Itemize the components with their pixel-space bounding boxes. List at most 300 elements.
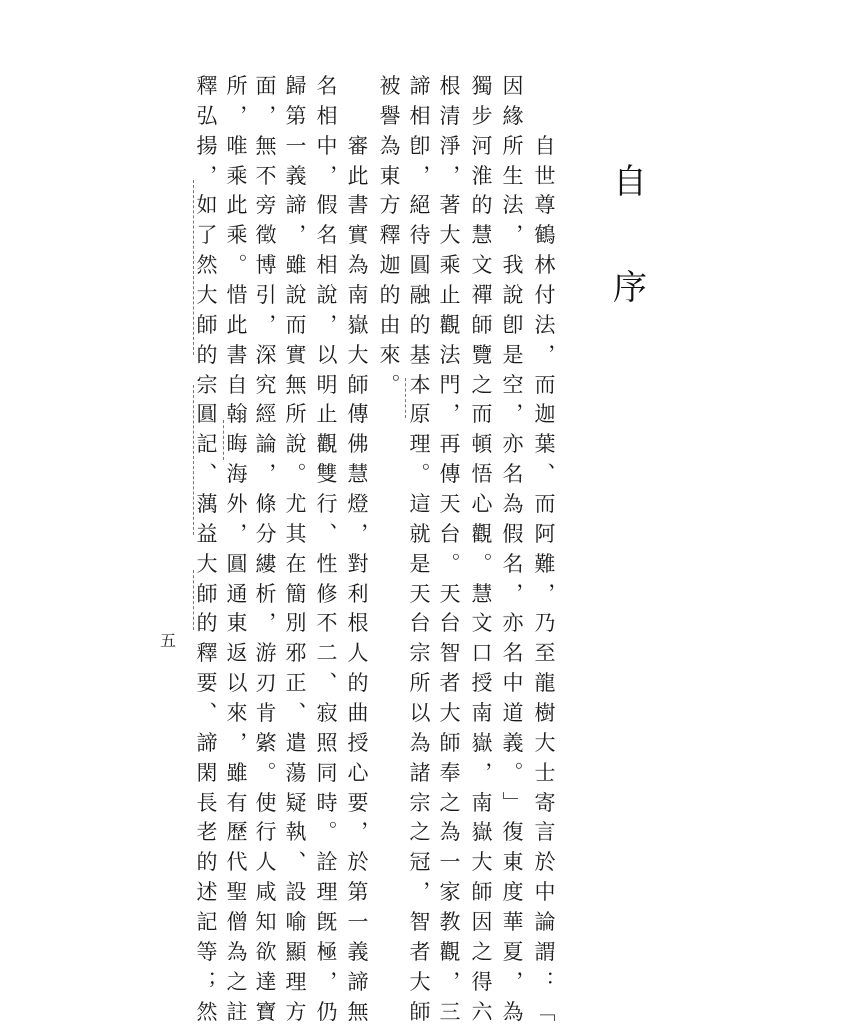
text-char: 東 (379, 163, 401, 188)
text-char: 記 (196, 432, 218, 457)
text-char: 止 (316, 402, 338, 427)
text-char: 方 (285, 999, 307, 1024)
text-char: 方 (379, 193, 401, 218)
text-char: 阿 (534, 521, 556, 546)
text-char: 要 (196, 671, 218, 696)
text-char: 在 (285, 551, 307, 576)
text-char: 乘 (226, 223, 248, 248)
text-char: 亦 (502, 611, 524, 636)
text-char: 仍 (316, 999, 338, 1024)
text-char: 中 (502, 671, 524, 696)
text-char: 授 (347, 730, 369, 755)
indent-space (343, 72, 373, 102)
text-char: 鶴 (534, 223, 556, 248)
text-char: 燈 (347, 492, 369, 517)
text-char: 理 (316, 880, 338, 905)
text-char: 縷 (255, 551, 277, 576)
text-char: 授 (471, 671, 493, 696)
title-char: 序 (613, 268, 647, 308)
text-char: 為 (409, 730, 431, 755)
text-char: 林 (534, 253, 556, 278)
text-char: 執 (285, 820, 307, 845)
text-char: 名 (502, 641, 524, 666)
text-char: 因 (502, 74, 524, 98)
text-char: 利 (347, 581, 369, 606)
text-char: 不 (255, 163, 277, 188)
text-char: 唯 (226, 133, 248, 158)
text-char: 迦 (534, 402, 556, 427)
text-char: 大 (196, 551, 218, 576)
text-char: 明 (316, 372, 338, 397)
text-char: 門 (439, 372, 461, 397)
text-char: ︐ (502, 581, 524, 606)
text-char: ︐ (255, 611, 277, 636)
text-char: 來 (226, 701, 248, 726)
text-char: 簡 (285, 581, 307, 606)
text-char: ︑ (316, 521, 338, 546)
text-char: 之 (471, 939, 493, 964)
text-char: 閑 (196, 760, 218, 785)
text-char: ︐ (316, 163, 338, 188)
text-char: 益 (196, 521, 218, 546)
text-char: 相 (409, 103, 431, 128)
text-column (375, 72, 405, 400)
text-char: 的 (471, 193, 493, 218)
proper-name-mark (193, 385, 194, 535)
text-char: 之 (439, 790, 461, 815)
text-char: 自 (226, 372, 248, 397)
text-char: 寂 (316, 701, 338, 726)
text-char: 智 (409, 910, 431, 935)
text-char: 別 (285, 611, 307, 636)
text-char: ︐ (226, 521, 248, 546)
text-char: 綮 (255, 730, 277, 755)
text-char: 是 (502, 342, 524, 367)
text-char: 旁 (255, 193, 277, 218)
text-char: 中 (316, 133, 338, 158)
indent-space (530, 102, 560, 132)
text-char: 晦 (226, 432, 248, 457)
text-char: 僧 (226, 910, 248, 935)
text-char: 口 (471, 641, 493, 666)
text-char: 大 (347, 342, 369, 367)
text-char: 乘 (226, 163, 248, 188)
text-column (498, 72, 528, 1028)
text-char: 人 (347, 641, 369, 666)
text-char: 究 (255, 372, 277, 397)
text-char: 引 (255, 283, 277, 308)
text-char: 詮 (316, 850, 338, 875)
text-char: 性 (316, 551, 338, 576)
text-char: 原 (409, 402, 431, 427)
text-char: ︐ (409, 880, 431, 905)
text-char: ︒ (409, 462, 431, 487)
text-char: 實 (285, 342, 307, 367)
text-char: 理 (285, 969, 307, 994)
text-char: 師 (439, 730, 461, 755)
text-char: 如 (196, 193, 218, 218)
text-char: 師 (471, 880, 493, 905)
text-char: 三 (439, 999, 461, 1024)
text-char: 此 (226, 193, 248, 218)
text-char: 淮 (471, 163, 493, 188)
text-char: 大 (471, 850, 493, 875)
text-char: 圓 (196, 402, 218, 427)
text-char: 分 (255, 521, 277, 546)
text-char: 者 (409, 939, 431, 964)
text-char: 為 (502, 492, 524, 517)
indent-space (530, 72, 560, 102)
text-char: 為 (226, 939, 248, 964)
text-char: 不 (316, 611, 338, 636)
text-char: ︒ (316, 820, 338, 845)
text-char: 揚 (196, 133, 218, 158)
text-char: ︐ (316, 969, 338, 994)
text-char: 華 (502, 910, 524, 935)
text-char: 旣 (316, 910, 338, 935)
text-char: 乘 (439, 253, 461, 278)
text-char: ︐ (255, 103, 277, 128)
text-char: 代 (226, 850, 248, 875)
text-char: 極 (316, 939, 338, 964)
text-char: 家 (439, 880, 461, 905)
text-char: 根 (347, 611, 369, 636)
text-char: 世 (534, 163, 556, 188)
text-char: 之 (471, 372, 493, 397)
text-char: 譽 (379, 103, 401, 128)
text-char: 天 (409, 581, 431, 606)
text-char: 而 (471, 402, 493, 427)
text-char: 刃 (255, 671, 277, 696)
text-char: 知 (255, 910, 277, 935)
text-char: 的 (196, 850, 218, 875)
text-char: 的 (409, 312, 431, 337)
text-char: 師 (196, 581, 218, 606)
text-char: 欲 (255, 939, 277, 964)
text-char: 翰 (226, 402, 248, 427)
text-char: ︑ (285, 850, 307, 875)
text-char: 於 (534, 850, 556, 875)
text-char: 河 (471, 133, 493, 158)
text-char: 士 (534, 760, 556, 785)
text-column (530, 72, 560, 1028)
text-char: 義 (347, 939, 369, 964)
text-char: 名 (316, 74, 338, 98)
text-char: 由 (379, 312, 401, 337)
text-char: 東 (226, 611, 248, 636)
text-char: 被 (379, 74, 401, 98)
text-char: 第 (347, 880, 369, 905)
text-char: ︑ (196, 462, 218, 487)
text-char: 著 (439, 193, 461, 218)
text-char: 嶽 (471, 730, 493, 755)
text-char: 而 (285, 312, 307, 337)
text-char: 為 (347, 253, 369, 278)
text-column (405, 72, 435, 1028)
text-char: 南 (347, 283, 369, 308)
text-char: 東 (502, 850, 524, 875)
text-char: 師 (471, 312, 493, 337)
text-column (435, 72, 465, 1028)
text-char: 寶 (255, 999, 277, 1024)
text-char: 此 (226, 312, 248, 337)
text-char: 尊 (534, 193, 556, 218)
text-char: 諦 (347, 969, 369, 994)
text-char: 說 (316, 283, 338, 308)
text-char: 惜 (226, 283, 248, 308)
text-char: 基 (409, 342, 431, 367)
text-char: 慧 (471, 223, 493, 248)
text-char: 同 (316, 760, 338, 785)
text-char: 觀 (316, 432, 338, 457)
text-char: 南 (471, 790, 493, 815)
text-char: 傳 (439, 462, 461, 487)
text-char: 所 (409, 671, 431, 696)
text-char: 付 (534, 283, 556, 308)
text-char: 於 (347, 850, 369, 875)
text-char: 假 (502, 521, 524, 546)
text-char: 待 (409, 223, 431, 248)
text-char: ︔ (196, 969, 218, 994)
text-char: 中 (534, 880, 556, 905)
text-char: 喻 (285, 910, 307, 935)
text-char: 相 (316, 103, 338, 128)
text-char: 雙 (316, 462, 338, 487)
text-char: 乃 (534, 611, 556, 636)
text-char: ︒ (439, 551, 461, 576)
text-char: 遣 (285, 730, 307, 755)
text-char: 以 (316, 342, 338, 367)
text-char: 所 (285, 402, 307, 427)
text-char: ︐ (439, 163, 461, 188)
text-char: ﹂ (502, 790, 524, 815)
text-char: 歷 (226, 820, 248, 845)
text-char: 樹 (534, 701, 556, 726)
text-char: 面 (255, 74, 277, 98)
text-char: 得 (471, 969, 493, 994)
text-char: ︐ (439, 402, 461, 427)
text-char: 冠 (409, 850, 431, 875)
text-char: ︑ (196, 701, 218, 726)
text-char: 雖 (285, 253, 307, 278)
text-char: 六 (471, 999, 493, 1024)
text-char: 無 (347, 999, 369, 1024)
text-char: 亦 (502, 432, 524, 457)
text-char: 義 (502, 730, 524, 755)
text-char: 這 (409, 492, 431, 517)
text-char: 大 (409, 969, 431, 994)
text-char: 宗 (409, 790, 431, 815)
text-char: 設 (285, 880, 307, 905)
text-char: 諦 (285, 193, 307, 218)
text-char: 大 (439, 701, 461, 726)
text-char: 書 (226, 342, 248, 367)
text-char: 對 (347, 551, 369, 576)
text-char: 等 (196, 939, 218, 964)
text-column (251, 72, 281, 1028)
text-char: 蕅 (196, 492, 218, 517)
text-char: 修 (316, 581, 338, 606)
text-char: ﹁ (534, 999, 556, 1024)
text-char: 文 (471, 611, 493, 636)
text-char: 清 (439, 103, 461, 128)
text-char: 難 (534, 551, 556, 576)
text-char: 弘 (196, 103, 218, 128)
text-char: 行 (255, 820, 277, 845)
text-char: 條 (255, 492, 277, 517)
text-char: ︐ (316, 312, 338, 337)
text-char: 寄 (534, 790, 556, 815)
text-char: 尤 (285, 492, 307, 517)
text-char: 邪 (285, 641, 307, 666)
text-char: 書 (347, 193, 369, 218)
text-char: 名 (502, 551, 524, 576)
text-char: 佛 (347, 432, 369, 457)
text-char: 獨 (471, 74, 493, 98)
text-char: 生 (502, 163, 524, 188)
text-char: 法 (439, 342, 461, 367)
text-char: 論 (255, 432, 277, 457)
text-char: 說 (285, 283, 307, 308)
text-char: ︐ (347, 521, 369, 546)
text-char: 老 (196, 820, 218, 845)
text-char: ︐ (226, 730, 248, 755)
text-char: ︐ (502, 969, 524, 994)
text-char: 我 (502, 253, 524, 278)
text-char: 法 (534, 312, 556, 337)
text-char: 覽 (471, 342, 493, 367)
text-char: 龍 (534, 671, 556, 696)
text-char: 博 (255, 253, 277, 278)
text-char: 慧 (471, 581, 493, 606)
text-char: 台 (439, 611, 461, 636)
text-char: 南 (471, 701, 493, 726)
page-number: 五 (160, 631, 177, 650)
text-char: 文 (471, 253, 493, 278)
text-char: 深 (255, 342, 277, 367)
text-char: 的 (347, 671, 369, 696)
text-char: 的 (379, 283, 401, 308)
text-char: 二 (316, 641, 338, 666)
text-char: 一 (439, 850, 461, 875)
text-char: 而 (534, 492, 556, 517)
text-char: 了 (196, 223, 218, 248)
text-char: 頓 (471, 432, 493, 457)
text-char: ︐ (502, 223, 524, 248)
text-char: 自 (534, 133, 556, 158)
text-char: 實 (347, 223, 369, 248)
text-char: 宗 (196, 372, 218, 397)
text-char: ︑ (285, 701, 307, 726)
text-char: 通 (226, 581, 248, 606)
text-char: ︐ (196, 163, 218, 188)
text-char: 本 (409, 372, 431, 397)
text-char: 絕 (409, 193, 431, 218)
text-char: 之 (226, 969, 248, 994)
text-char: 天 (439, 581, 461, 606)
text-char: 第 (285, 103, 307, 128)
text-char: 再 (439, 432, 461, 457)
text-char: 法 (502, 193, 524, 218)
text-char: 卽 (409, 133, 431, 158)
text-char: 止 (439, 283, 461, 308)
text-char: 說 (285, 432, 307, 457)
text-char: 禪 (471, 283, 493, 308)
text-char: 有 (226, 790, 248, 815)
text-char: 迦 (379, 253, 401, 278)
text-char: 融 (409, 283, 431, 308)
text-char: 以 (409, 701, 431, 726)
text-column (222, 72, 252, 1028)
text-char: 師 (347, 372, 369, 397)
text-char: 奉 (439, 760, 461, 785)
text-char: 嶽 (347, 312, 369, 337)
text-char: 說 (502, 283, 524, 308)
text-char: 慧 (347, 462, 369, 487)
text-char: 正 (285, 671, 307, 696)
text-char: 行 (316, 492, 338, 517)
text-char: ︒ (285, 462, 307, 487)
text-char: ︒ (471, 551, 493, 576)
text-char: 師 (409, 999, 431, 1024)
text-char: 的 (196, 611, 218, 636)
text-char: ︒ (226, 253, 248, 278)
text-char: 曲 (347, 701, 369, 726)
text-char: 釋 (379, 223, 401, 248)
text-char: 淨 (439, 133, 461, 158)
text-char: 疑 (285, 790, 307, 815)
text-char: 宗 (409, 641, 431, 666)
text-char: 圓 (409, 253, 431, 278)
text-char: ︐ (534, 342, 556, 367)
text-char: ︐ (255, 312, 277, 337)
text-char: 嶽 (471, 820, 493, 845)
text-char: 返 (226, 641, 248, 666)
text-char: 大 (439, 223, 461, 248)
text-char: 假 (316, 193, 338, 218)
text-char: ︐ (534, 581, 556, 606)
text-column (192, 72, 222, 1028)
text-column (343, 72, 373, 1028)
text-char: ︒ (502, 760, 524, 785)
text-char: 復 (502, 820, 524, 845)
text-column (312, 72, 342, 1028)
text-char: 名 (502, 462, 524, 487)
proper-name-mark (223, 420, 224, 460)
text-char: 諦 (409, 74, 431, 98)
text-char: 來 (379, 342, 401, 367)
text-char: 步 (471, 103, 493, 128)
text-char: 咸 (255, 880, 277, 905)
text-char: 天 (439, 492, 461, 517)
text-char: 心 (347, 760, 369, 785)
text-char: 要 (347, 790, 369, 815)
text-char: 度 (502, 880, 524, 905)
text-char: 智 (439, 641, 461, 666)
text-char: 達 (255, 969, 277, 994)
text-char: ︐ (439, 969, 461, 994)
text-char: 之 (409, 820, 431, 845)
text-char: 使 (255, 790, 277, 815)
text-char: 的 (196, 342, 218, 367)
text-char: 葉 (534, 432, 556, 457)
text-char: 以 (226, 671, 248, 696)
text-char: 言 (534, 820, 556, 845)
text-char: 審 (347, 133, 369, 158)
text-char: 為 (439, 820, 461, 845)
text-char: 此 (347, 163, 369, 188)
text-char: 海 (226, 462, 248, 487)
